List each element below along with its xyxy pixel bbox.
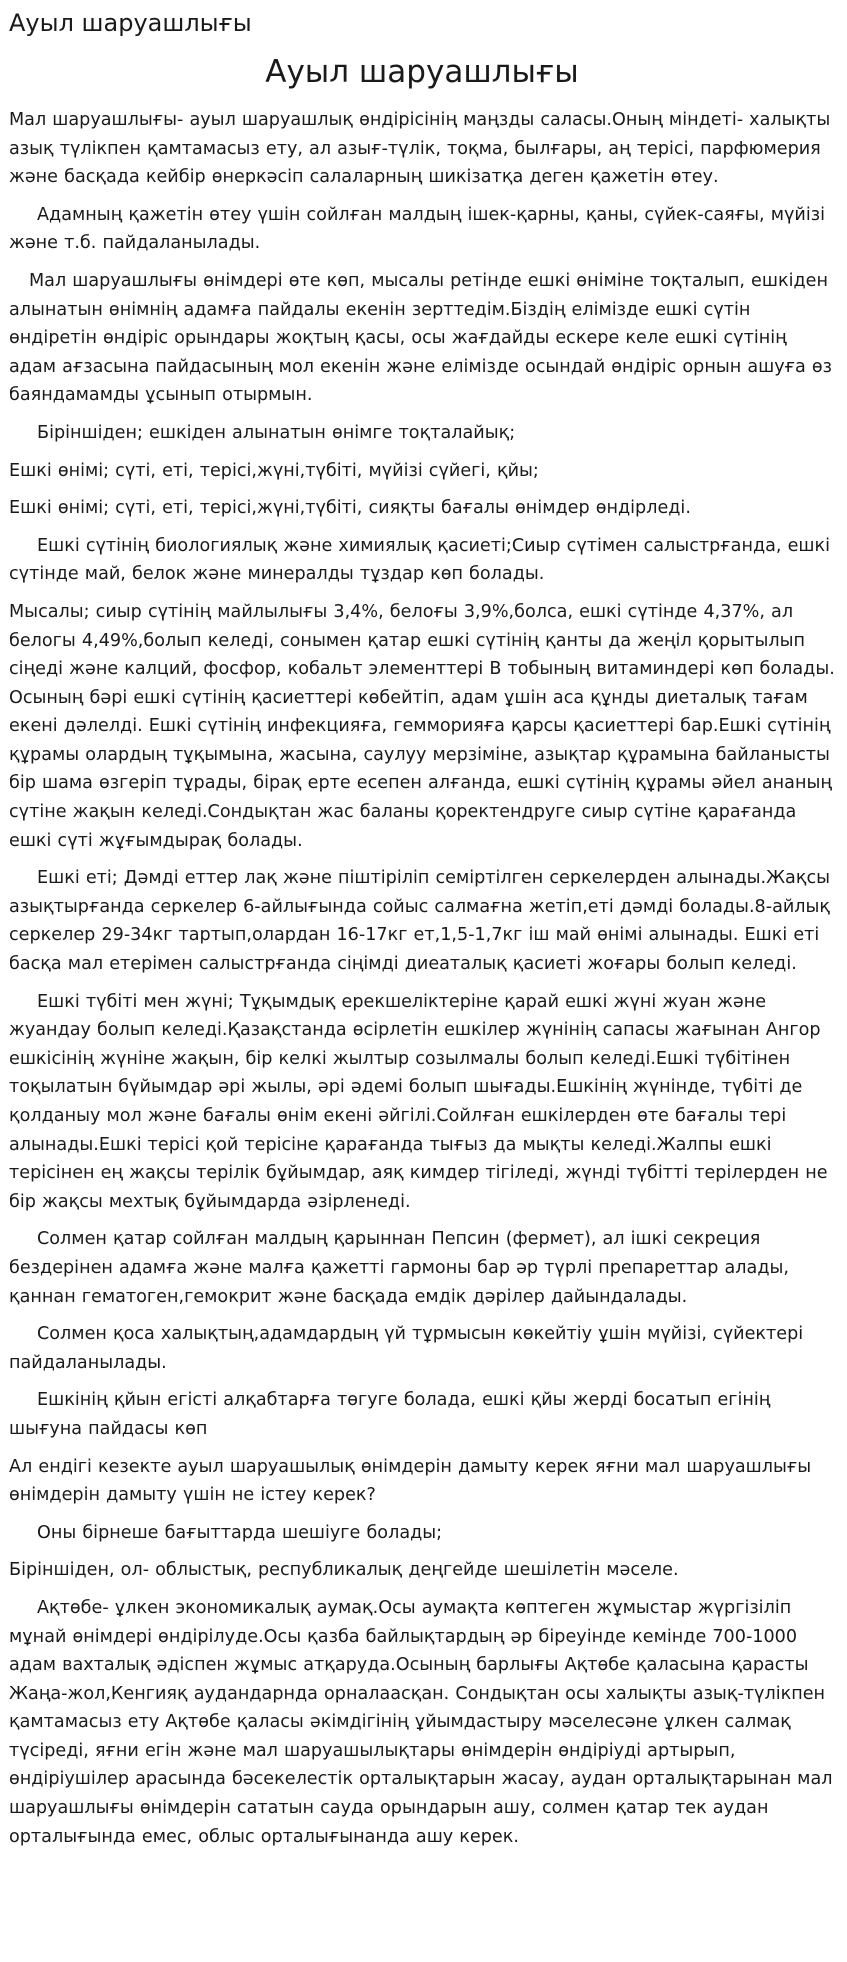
paragraph: Біріншіден; ешкіден алынатын өнімге тоқталайық; bbox=[37, 422, 516, 443]
paragraph: Біріншіден, ол- облыстық, республикалық деңгейде шешілетін мәселе. bbox=[9, 1560, 679, 1581]
paragraph: Мал шаруашлығы- ауыл шаруашлық өндірісінің маңзды саласы.Оның міндеті- халықты азық түлікпен қамтамасыз ету, ал азығ-түлік, тоқма, былғары, аң терісі, парфюмерия және басқада кейбір өнеркәсіп салаларның шикізатқа деген қажетін өтеу. bbox=[9, 110, 831, 188]
paragraph: Оны бірнеше бағыттарда шешіуге болады; bbox=[37, 1522, 443, 1543]
paragraph: Ақтөбе- ұлкен экономикалық аумақ.Осы аумақта көптеген жұмыстар жүргізіліп мұнай өнімдері өндірілуде.Осы қазба байлықтардың әр біреуінде кемінде 700-1000 адам вахталық әдіспен жұмыс атқаруда.Осының барлығы Ақтөбе қаласына қарасты Жаңа-жол,Кенгияқ аудандарнда орналаасқан. Сондықтан осы халықты азық-түлікпен қамтамасыз ету Ақтөбе қаласы әкімдігінің ұйымдастыру мәселесәне ұлкен салмақ түсіреді, яғни егін және мал шаруашылықтары өнімдерін өндіріуді артырып, өндіріушілер арасында бәсекелестік орталықтарын жасау, аудан орталықтарынан мал шаруашлығы өнімдерін сататын сауда орындарын ашу, солмен қатар тек аудан орталығында емес, облыс орталығынанда ашу керек. bbox=[9, 1597, 833, 1847]
paragraph: Ешкінің қйын егісті алқабтарға төгуге болада, ешкі қйы жерді босатып егінің шығуна пайдасы көп bbox=[9, 1390, 771, 1439]
document-header: Ауыл шаруашлығы bbox=[9, 9, 252, 37]
paragraph: Ешкі өнімі; сүті, еті, терісі,жүні,түбіті, мүйізі сүйегі, қйы; bbox=[9, 460, 539, 481]
paragraph: Ешкі сүтінің биологиялық және химиялық қасиеті;Сиыр сүтімен салыстрғанда, ешкі сүтінде май, белок және минералды тұздар көп болады. bbox=[9, 535, 831, 585]
paragraph: Солмен қатар сойлған малдың қарыннан Пепсин (фермет), ал ішкі секреция бездерінен адамға және малға қажетті гармоны бар әр түрлі препареттар алады, қаннан гематоген,гемокрит және басқада емдік дәрілер дайындалады. bbox=[9, 1229, 789, 1307]
paragraph: Ал ендігі кезекте ауыл шаруашылық өнімдерін дамыту керек яғни мал шаруашлығы өнімдерін дамыту үшін не істеу керек? bbox=[9, 1456, 812, 1506]
paragraph: Адамның қажетін өтеу үшін сойлған малдың ішек-қарны, қаны, сүйек-саяғы, мүйізі және т.б. пайдаланылады. bbox=[9, 204, 825, 254]
paragraph: Ешкі еті; Дәмді еттер лақ және піштіріліп семіртілген серкелерден алынады.Жақсы азықтырғанда серкелер 6-айлығында сойыс салмағна жетіп,еті дәмді болады.8-айлық серкелер 29-34кг тартып,олардан 16-17кг ет,1,5-1,7кг іш май өнімі алынады. Ешкі еті басқа мал етерімен салыстрғанда сіңімді диеаталық қасиеті жоғары болып келеді. bbox=[9, 868, 831, 975]
paragraph: Солмен қоса халықтың,адамдардың үй тұрмысын көкейтіу ұшін мүйізі, сүйектері пайдаланылады. bbox=[9, 1324, 804, 1373]
paragraph: Мысалы; сиыр сүтінің майлылығы 3,4%, белоғы 3,9%,болса, ешкі сүтінде 4,37%, ал белогы 4,49%,болып келеді, сонымен қатар ешкі сүтінің қанты да жеңіл қорытылып сіңеді және калций, фосфор, кобальт элементтері В тобының витаминдері көп болады. Осының бәрі ешкі сүтінің қасиеттері көбейтіп, адам ұшін аса құнды диеталық тағам екені дәлелді. Ешкі сүтінің инфекцияға, гемморияға қарсы қасиеттері бар.Ешкі сүтінің құрамы олардың тұқымына, жасына, саулуу мерзіміне, азықтар құрамына байланысты бір шама өзгеріп тұрады, бірақ ерте есепен алғанда, ешкі сүтінің құрамы әйел ананың сүтіне жақын келеді.Сондықтан жас баланы қоректендруге сиыр сүтіне қарағанда ешкі сүті жұғымдырақ болады. bbox=[9, 601, 835, 851]
paragraph: Ешкі түбіті мен жүні; Тұқымдық ерекшеліктеріне қарай ешкі жүні жуан және жуандау болып келеді.Қазақстанда өсірлетін ешкілер жүнінің сапасы жағынан Ангор ешкісінің жүніне жақын, бір келкі жылтыр созылмалы болып келеді.Ешкі түбітінен тоқылатын бүйымдар әрі жылы, әрі әдемі болып шығады.Ешкінің жүнінде, түбіті де қолданыу мол және бағалы өнім екені әйгілі.Сойлған ешкілерден өте бағалы тері алынады.Ешкі терісі қой терісіне қарағанда тығыз да мықты келеді.Жалпы ешкі терісінен ең жақсы терілік бұйымдар, аяқ кимдер тігіледі, жүнді түбітті терілерден не бір жақсы мехтық бұйымдарда әзірленеді. bbox=[9, 991, 828, 1212]
paragraph: Мал шаруашлығы өнімдері өте көп, мысалы ретінде ешкі өніміне тоқталып, ешкіден алынатын өнімнің адамға пайдалы екенін зерттедім.Біздің елімізде ешкі сүтін өндіретін өндіріс орындары жоқтың қасы, осы жағдайды ескере келе ешкі сүтінің адам ағзасына пайдасының мол екенін және елімізде осындай өндіріс орнын ашуға өз баяндамамды ұсынып отырмын. bbox=[9, 270, 832, 406]
paragraph: Ешкі өнімі; сүті, еті, терісі,жүні,түбіті, сияқты бағалы өнімдер өндірледі. bbox=[9, 498, 691, 519]
document-title: Ауыл шаруашлығы bbox=[265, 54, 579, 90]
